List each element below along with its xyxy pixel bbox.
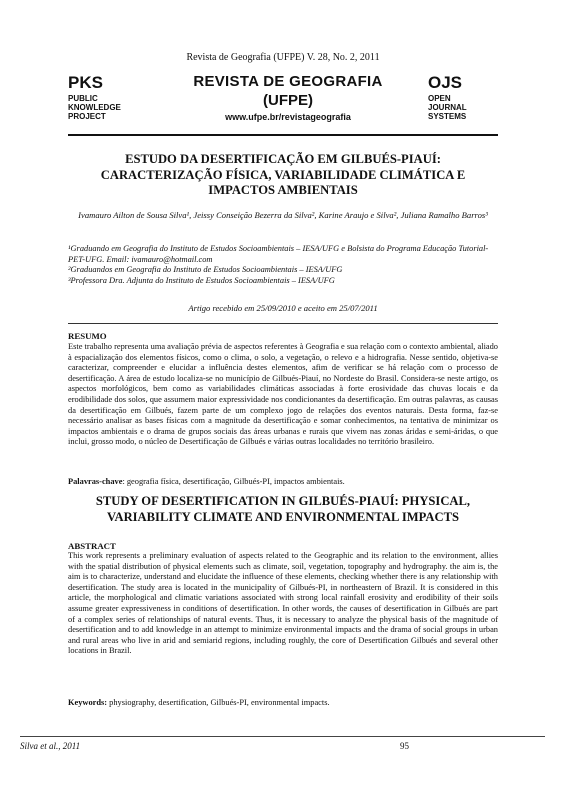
- keywords: [68, 698, 498, 707]
- article-title-portuguese: ESTUDO DA DESERTIFICAÇÃO EM GILBUÉS-PIAUÍ: CARACTERIZAÇÃO FÍSICA, VARIABILIDADE CLIMÁTICA E IMPACTOS AMBIENTAIS: [100, 152, 466, 197]
- journal-citation: Revista de Geografia (UFPE) V. 28, No. 2, 2011: [186, 52, 380, 63]
- ojs-logo-title: OJS: [428, 73, 463, 92]
- footer-citation: Silva et al., 2011: [20, 741, 81, 751]
- masthead-subtitle: (UFPE): [263, 92, 313, 109]
- masthead-url: www.ufpe.br/revistageografia: [225, 112, 351, 122]
- affiliation: ²Graduandos em Geografia do Instituto de Estudos Socioambientais – IESA/UFG: [68, 265, 343, 274]
- page-number: 95: [400, 741, 409, 751]
- affiliation: ¹Graduando em Geografia do Instituto de Estudos Socioambientais – IESA/UFG e Bolsista do Programa Educação Tutorial-PET-UFG. Email: ivamauro@hotmail.com: [68, 244, 489, 264]
- pks-logo: [68, 74, 148, 121]
- pks-logo-line: PUBLIC: [68, 94, 98, 103]
- resumo-heading: RESUMO: [68, 331, 107, 341]
- article-dates: Artigo recebido em 25/09/2010 e aceito em 25/07/2011: [188, 303, 378, 313]
- abstract-text: This work represents a preliminary evaluation of aspects related to the Geographic and its relation to the environment, allies with the spatial distribution of physical elements such as climate, soil, vegetation, topography and hydrography. the aim is, the aim is to characterize, understand and elucidate the influence of these elements, checking whether there is any relationship with desertification. The study area is located in the municipality of Gilbués-PI, in northeastern of Brazil. It is considered in this article, the morphological and climatic variations associated with strong local rainfall erosivity and erodibility of their soils assume greater expressiveness in conditions of desertification. In other words, the causes of desertification in Gilbués are part of a complex series of relationships of natural events. Thus, it is necessary to analyze the physical basis of the magnitude of desertification and to add knowledge in an attempt to minimize environmental impacts and the drama of social groups in urban and rural areas who live in arid and semiarid regions, including roughly, the core of Desertification Gilbués and several other locations in Brazil.: [68, 551, 498, 656]
- journal-masthead: [188, 74, 388, 122]
- keywords-text: physiography, desertification, Gilbués-PI, environmental impacts.: [107, 698, 330, 707]
- resumo-text: Este trabalho representa uma avaliação prévia de aspectos referentes à Geografia e sua relação com o contexto ambiental, aliado à espacialização dos elementos físicos, como o clima, o solo, a vegetação, o relevo e a hidrografia. Nesse sentido, objetiva-se caracterizar, compreender e elucidar a influência destes elementos, afim de verificar se há relação com o processo de desertificação. A área de estudo localiza-se no município de Gilbués-Piauí, no Nordeste do Brasil. Considera-se neste artigo, os aspectos morfológicos, bem como as variabilidades climáticas associadas à forte erosividade das chuvas locais e da erodibilidade dos solos, que assumem maior expressividade nos condicionantes da desertificação. Em outras palavras, as causas da desertificação em Gilbués, fazem parte de um complexo jogo de relações dos eventos naturais. Desta forma, faz-se necessário analisar as bases físicas com a magnitude da desertificação e somar conhecimentos, na tentativa de minimizar os impactos ambientais e o drama de grupos sociais das áreas urbanas e rurais que vivem nas zonas áridas e semi-áridas, o que inclui, grosso modo, o núcleo de Desertificação de Gilbués e várias outras localidades no território brasileiro.: [68, 342, 498, 447]
- ojs-logo-line: SYSTEMS: [428, 112, 467, 121]
- affiliation: ³Professora Dra. Adjunta do Instituto de Estudos Socioambientais – IESA/UFG: [68, 275, 335, 285]
- journal-header: [68, 74, 498, 130]
- pks-logo-line: KNOWLEDGE: [68, 103, 121, 112]
- ojs-logo-line: JOURNAL: [428, 103, 467, 112]
- keywords-label: Keywords:: [68, 698, 108, 707]
- pks-logo-title: PKS: [68, 73, 103, 92]
- palavras-chave-text: : geografia física, desertificação, Gilbués-PI, impactos ambientais.: [122, 477, 345, 486]
- masthead-title: REVISTA DE GEOGRAFIA: [193, 73, 383, 90]
- palavras-chave-label: Palavras-chave: [68, 477, 123, 486]
- article-title-english: STUDY OF DESERTIFICATION IN GILBUÉS-PIAUÍ: PHYSICAL, VARIABILITY CLIMATE AND ENVIRONMENTAL IMPACTS: [95, 494, 471, 524]
- palavras-chave: [68, 477, 498, 486]
- ojs-logo-line: OPEN: [428, 94, 451, 103]
- ojs-logo: [428, 74, 508, 121]
- abstract-heading: ABSTRACT: [68, 541, 116, 551]
- pks-logo-line: PROJECT: [68, 112, 106, 121]
- header-divider: [68, 134, 498, 136]
- author-list: Ivamauro Ailton de Sousa Silva¹, Jeissy Conseição Bezerra da Silva², Karine Araujo e Silva², Juliana Ramalho Barros³: [78, 210, 488, 220]
- footer-divider: [20, 736, 545, 737]
- section-divider: [68, 323, 498, 324]
- affiliations: [68, 244, 498, 286]
